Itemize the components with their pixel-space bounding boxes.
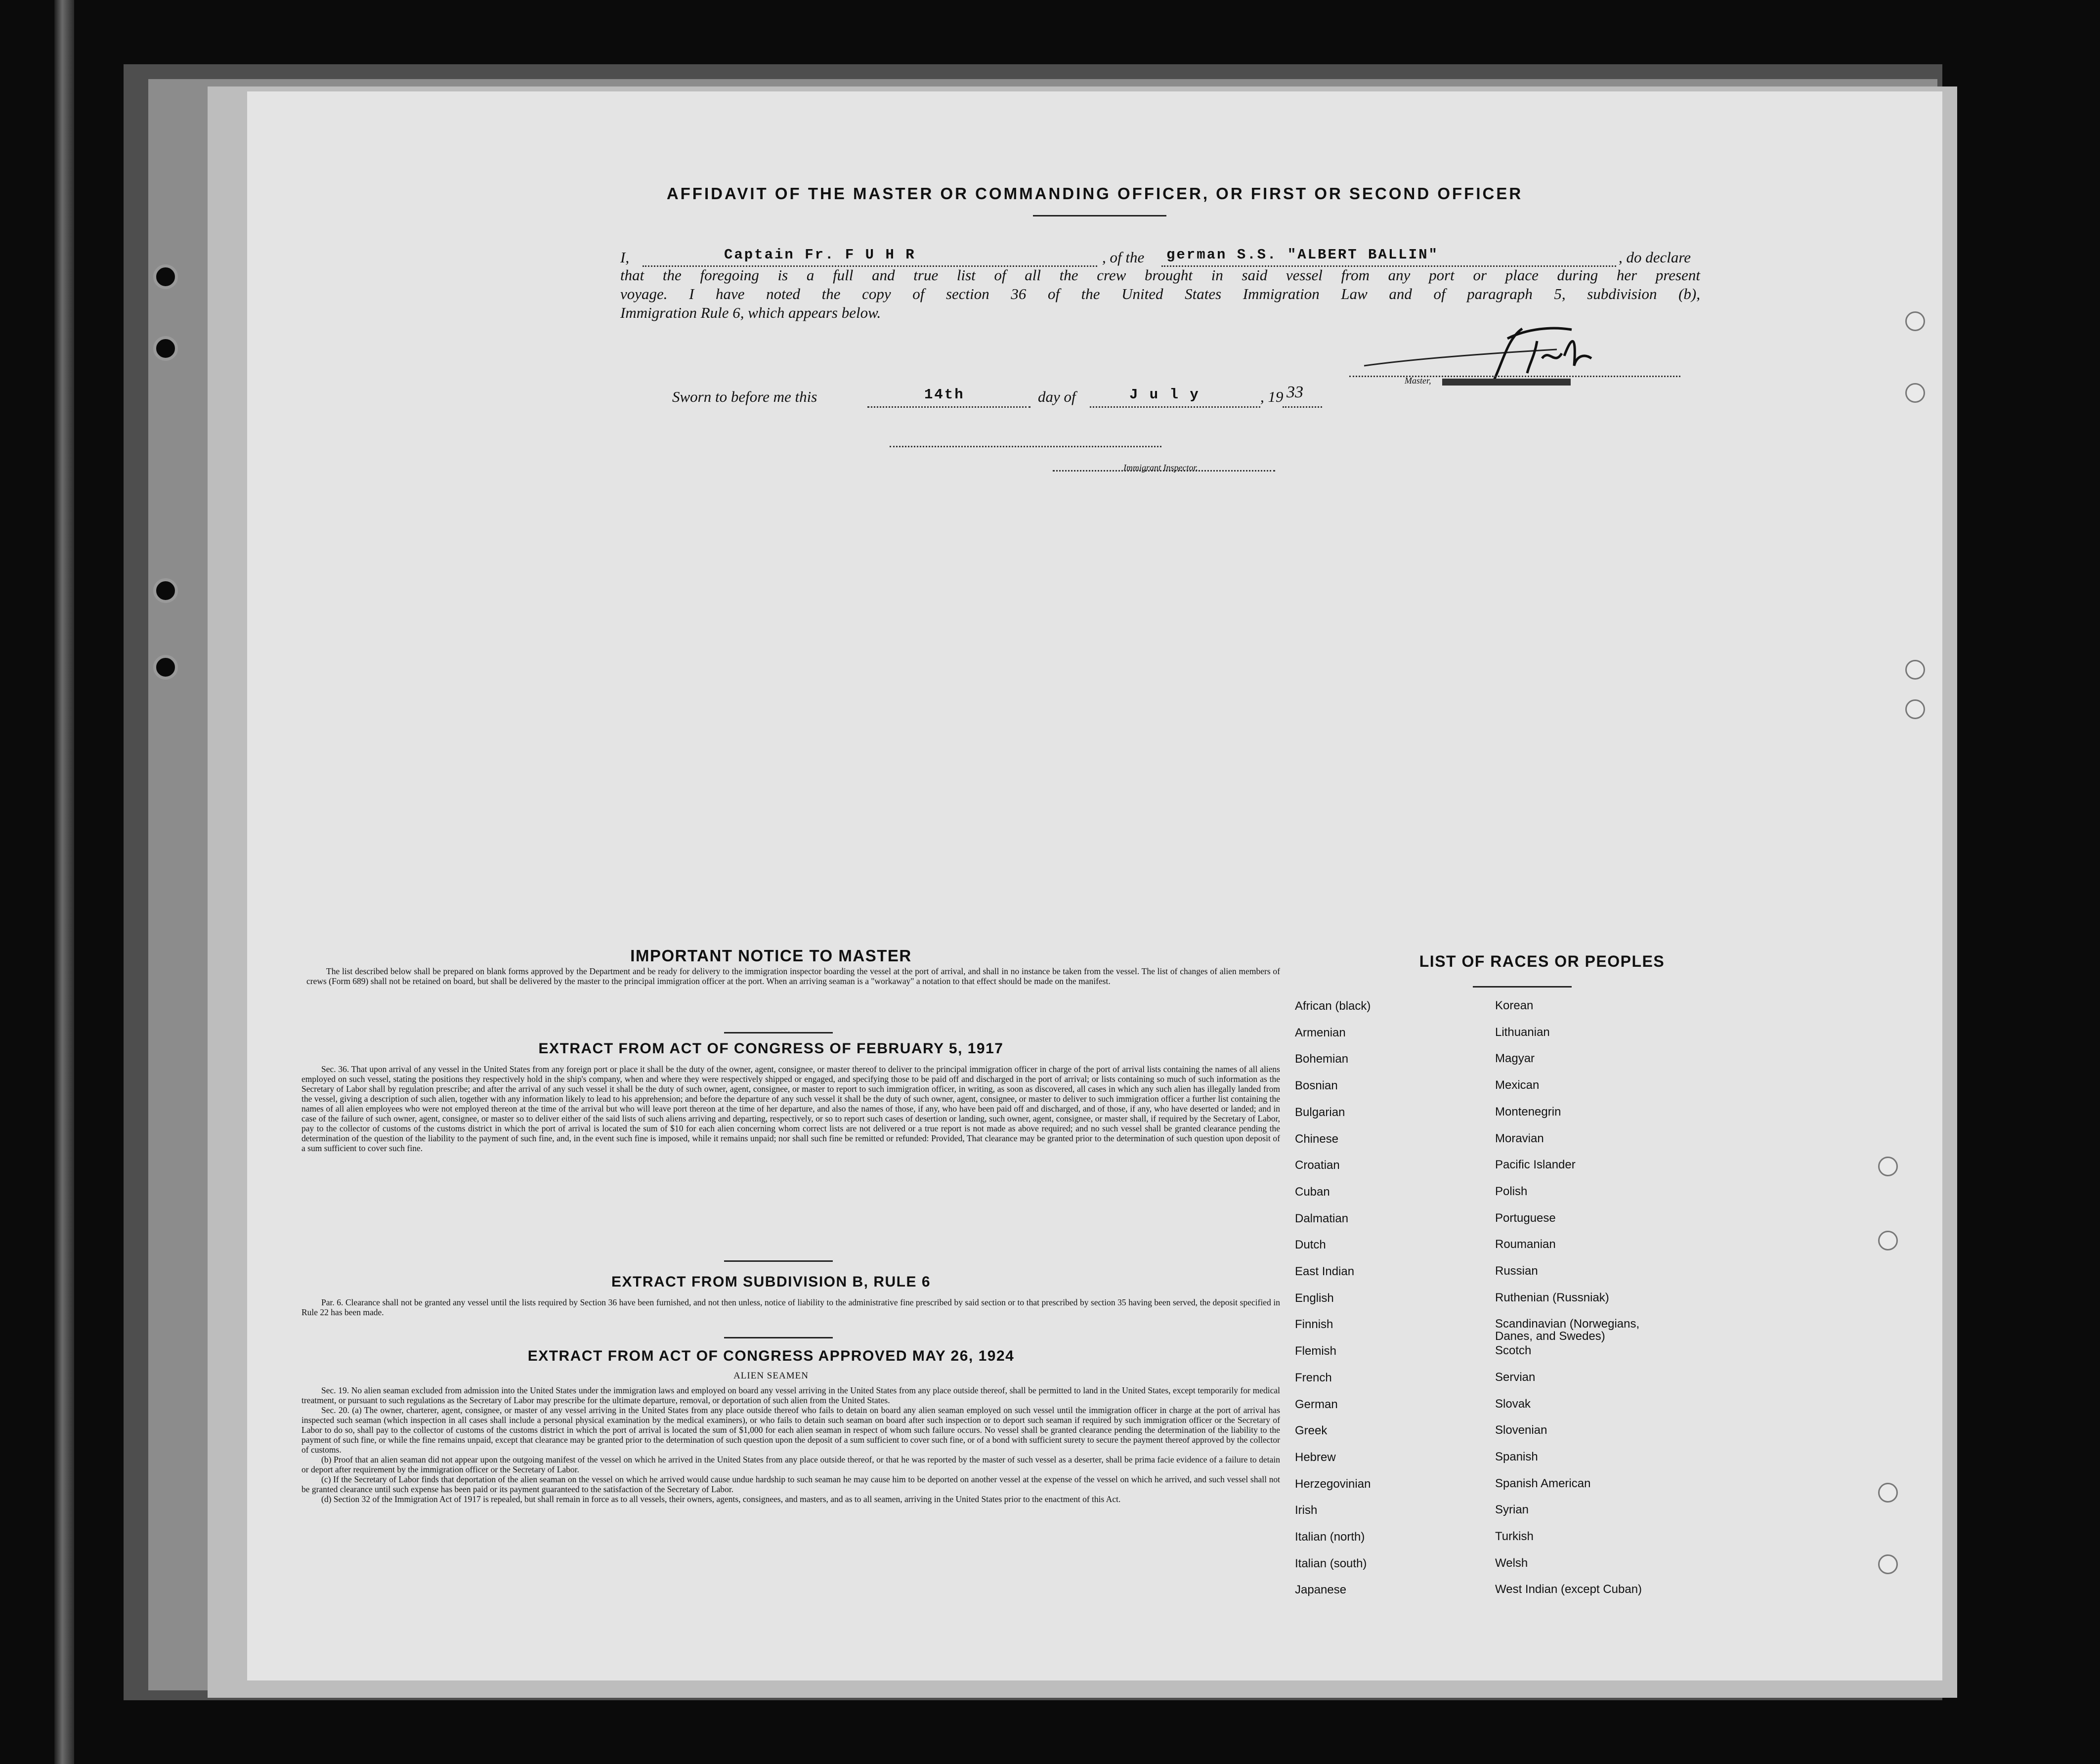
race-item: English <box>1295 1291 1334 1305</box>
extract-rule6-divider <box>724 1337 833 1338</box>
race-item: Finnish <box>1295 1318 1333 1332</box>
race-item: Bosnian <box>1295 1079 1338 1093</box>
of-the-text: , of the <box>1102 249 1145 266</box>
day-line <box>867 406 1030 408</box>
punch-hole <box>153 336 178 361</box>
extract-rule6-body: Par. 6. Clearance shall not be granted any vessel until the lists required by Section 36 have been furnished, and not then unless, notice of liability to the administrative fine prescribed by said section or to that prescribed by section 35 having been served, the deposit specified in Rule 22 has been made. <box>301 1297 1280 1317</box>
extract-1924-title: EXTRACT FROM ACT OF CONGRESS APPROVED MAY 26, 1924 <box>527 1348 1015 1364</box>
affidavit-title: AFFIDAVIT OF THE MASTER OR COMMANDING OFFICER, OR FIRST OR SECOND OFFICER <box>666 184 1523 203</box>
sworn-text: Sworn to before me this <box>672 388 817 405</box>
extract-1924-paragraph: Sec. 20. (a) The owner, charterer, agent, consignee, or master of any vessel arriving in the United States from any place outside thereof who fails to detain on board any alien seaman employed on such vessel until the immigration officer in charge at the port of arrival has inspected such seaman (which inspection in all cases shall include a personal physical examination by the medical examiners), or who fails to detain such seaman on board after such inspection or to deport such seaman if required by such immigration officer or the Secretary of Labor to do so, shall pay to the collector of customs of the customs district in which the port of arrival is located the sum of $1,000 for each alien seaman in respect of whom such failure occurs. No vessel shall be granted clearance pending the determination of the liability to the payment of such fine, or while the fine remains unpaid, except that clearance may be granted prior to the determination of such question upon the deposit of a sum sufficient to cover such fine, or of a bond with sufficient surety to secure the payment thereof approved by the collector of customs. <box>301 1405 1280 1455</box>
struck-text <box>1442 379 1571 386</box>
race-item: Mexican <box>1495 1078 1540 1092</box>
race-item: West Indian (except Cuban) <box>1495 1583 1642 1596</box>
extract-1924-paragraph: (d) Section 32 of the Immigration Act of 1917 is repealed, but shall remain in force as to all vessels, their owners, agents, consignees, and masters, and as to all seamen, arriving in the United States prior to the enactment of this Act. <box>321 1494 1121 1504</box>
race-item: Hebrew <box>1295 1450 1336 1464</box>
year-line <box>1283 406 1322 408</box>
extract-1917-body: Sec. 36. That upon arrival of any vessel in the United States from any foreign port or place it shall be the duty of the owner, agent, consignee, or master thereof to deliver to the principal immigration officer in charge of the port of arrival lists containing the names of all aliens employed on such vessel, stating the positions they respectively hold in the ship's company, when and where they were respectively shipped or engaged, and specifying those to be paid off and discharged in the port of arrival; or lists containing so much of such information as the Secretary of Labor shall by regulation prescribe; and after the arrival of any such vessel it shall be the duty of such owner, agent, consignee, or master to report to such immigration officer, in writing, as soon as discovered, all cases in which any such alien has illegally landed from the vessel, giving a description of such alien, together with any information likely to lead to his apprehension; and before the departure of any such vessel it shall be the duty of such owner, agent, consignee, or master to deliver to such immigration officer a further list containing the names of all alien employees who were not employed thereon at the time of the arrival but who will leave port thereon at the time of her departure, and also the names of those, if any, who have been paid off and discharged, and of those, if any, who have deserted or landed; and in case of the failure of such owner, agent, consignee, or master so to deliver either of the said lists of such aliens arriving and departing, respectively, or so to report such cases of desertion or landing, such owner, agent, consignee, or master shall, if required by the Secretary of Labor, pay to the collector of customs of the customs district in which the port of arrival is located the sum of $10 for each alien concerning whom correct lists are not delivered or a true report is not made as above required; and no such vessel shall be granted clearance pending the determination of the question of the liability to the payment of such fine, and, in the event such fine is imposed, while it remains unpaid; nor shall such fine be remitted or refunded: Provided, That clearance may be granted prior to the determination of such question upon deposit of a sum sufficient to cover such fine. <box>301 1064 1280 1153</box>
race-item: Spanish <box>1495 1450 1538 1463</box>
punch-hole <box>1905 311 1925 331</box>
inspector-line <box>890 446 1161 447</box>
year-prefix: , 19 <box>1260 388 1284 405</box>
signature-line <box>1349 376 1680 377</box>
vessel-name: german S.S. "ALBERT BALLIN" <box>1166 247 1439 263</box>
master-caption: Master, <box>1405 376 1431 386</box>
month-line <box>1090 406 1260 408</box>
do-declare-text: , do declare <box>1619 249 1691 266</box>
race-item: East Indian <box>1295 1265 1355 1278</box>
race-item: Slovenian <box>1495 1423 1547 1437</box>
declaration-line-2: that the foregoing is a full and true list of all the crew brought in said vessel from any port or place during her present <box>620 266 1700 284</box>
race-item: Spanish American <box>1495 1476 1591 1490</box>
race-item: Welsh <box>1495 1556 1528 1570</box>
race-item: Korean <box>1495 999 1534 1012</box>
year-suffix: 33 <box>1286 383 1303 401</box>
race-item: French <box>1295 1371 1332 1384</box>
race-item: Greek <box>1295 1424 1328 1438</box>
declaration-line-4: Immigration Rule 6, which appears below. <box>620 304 881 321</box>
notice-divider <box>724 1032 833 1033</box>
punch-hole <box>1878 1231 1898 1250</box>
binder-edge <box>54 0 74 1764</box>
punch-hole <box>1905 699 1925 719</box>
races-divider <box>1473 986 1572 988</box>
extract-1924-paragraph: Sec. 19. No alien seaman excluded from admission into the United States under the immigration laws and employed on board any vessel arriving in the United States from any place outside thereof, shall be permitted to land in the United States, except temporarily for medical treatment, or pursuant to such regulations as the Secretary of Labor may prescribe for the ultimate departure, removal, or deportation of such alien from the United States. <box>301 1385 1280 1405</box>
extract-1924-body <box>301 1385 1280 1504</box>
race-item: Japanese <box>1295 1583 1347 1597</box>
race-item: Russian <box>1495 1264 1538 1278</box>
race-item: Roumanian <box>1495 1238 1556 1251</box>
extract-rule6-title: EXTRACT FROM SUBDIVISION B, RULE 6 <box>611 1274 931 1290</box>
punch-hole <box>1878 1157 1898 1176</box>
race-item: Servian <box>1495 1370 1536 1384</box>
race-item: Italian (south) <box>1295 1556 1367 1570</box>
race-item: Herzegovinian <box>1295 1477 1371 1491</box>
extract-1924-paragraph: (b) Proof that an alien seaman did not appear upon the outgoing manifest of the vessel on which he arrived in the United States from any place outside thereof, or that he was reported by the master of such vessel as a deserter, shall be prima facie evidence of a failure to detain or deport after requirement by the immigration officer or the Secretary of Labor. <box>301 1455 1280 1474</box>
inspector-caption: Immigrant Inspector. <box>1123 463 1198 473</box>
extract-1917-title: EXTRACT FROM ACT OF CONGRESS OF FEBRUARY 5, 1917 <box>538 1040 1004 1057</box>
race-item: Turkish <box>1495 1530 1534 1543</box>
punch-hole <box>153 578 178 603</box>
master-name: Captain Fr. F U H R <box>724 247 916 263</box>
race-item: Scotch <box>1495 1344 1532 1358</box>
day-of-text: day of <box>1038 388 1076 405</box>
race-item: Scandinavian (Norwegians, Danes, and Swedes) <box>1495 1317 1640 1343</box>
race-item: Armenian <box>1295 1026 1346 1039</box>
race-item: Moravian <box>1495 1131 1544 1145</box>
title-divider <box>1033 215 1166 216</box>
race-item: Flemish <box>1295 1344 1337 1358</box>
notice-body: The list described below shall be prepared on blank forms approved by the Department and be ready for delivery to the immigration inspector boarding the vessel at the port of arrival, and shall in no instance be taken from the vessel. The list of changes of alien members of crews (Form 689) shall not be retained on board, but shall be delivered by the master to the principal immigration officer at the port. When an arriving seaman is a "workaway" a notation to that effect should be made on the manifest. <box>306 966 1280 986</box>
race-item: Irish <box>1295 1504 1318 1517</box>
i-word: I, <box>620 249 630 266</box>
punch-hole <box>1878 1554 1898 1574</box>
race-item: Pacific Islander <box>1495 1158 1576 1172</box>
race-item: Bulgarian <box>1295 1105 1345 1119</box>
race-item: African (black) <box>1295 999 1371 1013</box>
declaration-line-3: voyage. I have noted the copy of section 36 of the United States Immigration Law and of paragraph 5, subdivision (b), <box>620 285 1700 302</box>
race-item: Chinese <box>1295 1132 1339 1146</box>
race-item: Bohemian <box>1295 1052 1349 1066</box>
notice-title: IMPORTANT NOTICE TO MASTER <box>630 947 912 965</box>
race-item: Dutch <box>1295 1238 1326 1252</box>
race-item: Lithuanian <box>1495 1025 1550 1039</box>
extract-1924-subtitle: ALIEN SEAMEN <box>733 1371 809 1381</box>
punch-hole <box>153 655 178 680</box>
race-item: Magyar <box>1495 1052 1535 1066</box>
race-item: Syrian <box>1495 1503 1529 1517</box>
extract-1917-divider <box>724 1260 833 1262</box>
race-item: Cuban <box>1295 1185 1330 1199</box>
extract-1924-paragraph: (c) If the Secretary of Labor finds that deportation of the alien seaman on the vessel on which he arrived would cause undue hardship to such seaman he may cause him to be deported on another vessel at the expense of the vessel on which he arrived, and such vessel shall not be granted clearance until such expense has been paid or its payment guaranteed to the satisfaction of the Secretary of Labor. <box>301 1474 1280 1494</box>
race-item: Slovak <box>1495 1397 1531 1411</box>
race-item: Polish <box>1495 1184 1528 1198</box>
punch-hole <box>153 264 178 289</box>
race-item: Italian (north) <box>1295 1530 1365 1544</box>
race-item: Croatian <box>1295 1159 1340 1172</box>
sworn-month: J u l y <box>1129 387 1200 403</box>
sworn-day: 14th <box>924 387 965 403</box>
document-page <box>247 91 1942 1680</box>
race-item: Portuguese <box>1495 1211 1556 1225</box>
race-item: Ruthenian (Russniak) <box>1495 1291 1609 1304</box>
punch-hole <box>1878 1483 1898 1503</box>
races-title: LIST OF RACES OR PEOPLES <box>1419 952 1665 970</box>
punch-hole <box>1905 660 1925 680</box>
race-item: Dalmatian <box>1295 1211 1349 1225</box>
race-item: Montenegrin <box>1495 1105 1561 1119</box>
punch-hole <box>1905 383 1925 403</box>
race-item: German <box>1295 1397 1338 1411</box>
